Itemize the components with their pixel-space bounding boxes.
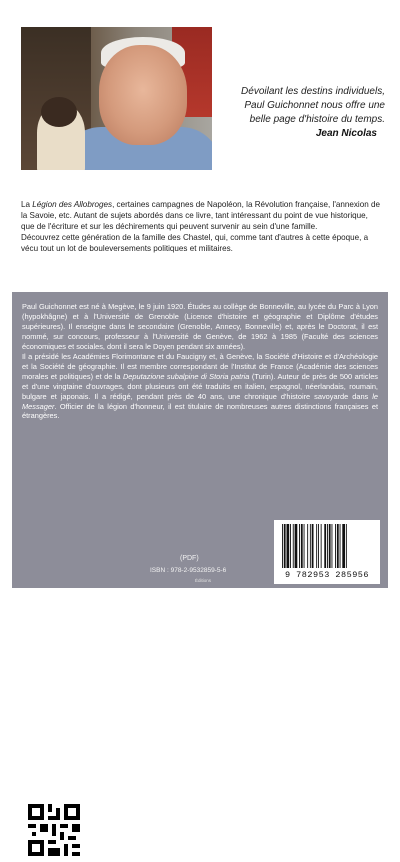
barcode-bar xyxy=(307,524,308,568)
text-span: (Turin). Auteur de près de 500 articles et d'une vingtaine d'ouvrages, dont plusieurs ont été traduits en italien, espagnol, néerlandais, roumain, bulgare et japonais. Il a rédigé, pendant près de 40 ans, une chronique d'histoire savoyarde dans xyxy=(22,371,379,401)
barcode-bar xyxy=(318,524,319,568)
barcode-bar xyxy=(290,524,291,568)
barcode-bar xyxy=(316,524,317,568)
barcode-bar xyxy=(299,524,300,568)
quote-author: Jean Nicolas xyxy=(315,128,377,139)
barcode-bar xyxy=(293,524,294,568)
photo-face xyxy=(99,45,187,145)
italic-span: le Messager xyxy=(22,391,378,411)
text-span: La xyxy=(21,200,33,209)
isbn-label: ISBN : 978-2-9532859-5-6 xyxy=(150,567,227,574)
barcode-bar xyxy=(287,524,290,568)
description-paragraph: Découvrez cette génération de la famille des Chastel, qui, comme tant d'autres à cette époque, a vécu tout un lot de bouleversements politiques et militaires. xyxy=(21,232,369,253)
quote-line: Paul Guichonnet nous offre une xyxy=(244,100,385,111)
author-photo xyxy=(21,27,212,170)
barcode-bar xyxy=(324,524,326,568)
website-url: www.fiction-et-cie.com xyxy=(31,857,79,862)
author-bio-text xyxy=(22,302,378,421)
italic-span: Deputazione subalpine di Storia patria xyxy=(122,371,250,381)
format-label: (PDF) xyxy=(180,555,199,562)
barcode-bar xyxy=(332,524,333,568)
barcode-bar xyxy=(312,524,314,568)
barcode-bar xyxy=(340,524,341,568)
barcode-bars xyxy=(280,524,374,570)
bio-paragraph: Paul Guichonnet est né à Megève, le 9 juin 1920. Études au collège de Bonneville, au lycée du Parc à Lyon (hypokhâgne) et à l'Université de Grenoble (Licence d'histoire et géographie et Diplôme d'études supérieures). Il enseigne dans le secondaire (Grenoble, Annecy, Bonneville) et, après le Doctorat, il est nommé, sur concours, professeur à l'Université de Genève, de 1962 à 1985 (Faculté des sciences économiques et sociales, dont il sera le Doyen pendant six années). xyxy=(22,302,378,351)
isbn-barcode xyxy=(274,520,380,584)
barcode-bar xyxy=(329,524,331,568)
barcode-number: 9 782953 285956 xyxy=(284,570,369,580)
text-span: , certaines campagnes de Napoléon, la Révolution française, l'annexion de la Savoie, etc. Autant de sujets abordés dans ce livre, tant intéressant du point de vue historique, que de l'écriture et sur les déchirements qui peuvent survenir au sein d'une famille. xyxy=(21,200,380,231)
barcode-bar xyxy=(304,524,305,568)
barcode-bar xyxy=(310,524,311,568)
quote-line: Dévoilant les destins individuels, xyxy=(241,86,385,97)
book-description xyxy=(21,200,383,255)
back-cover-quote xyxy=(215,85,385,127)
barcode-bar xyxy=(337,524,339,568)
barcode-bar xyxy=(282,524,283,568)
barcode-bar xyxy=(327,524,328,568)
barcode-bar xyxy=(301,524,303,568)
quote-line: belle page d'histoire du temps. xyxy=(249,114,385,125)
bio-paragraph xyxy=(22,352,378,422)
barcode-bar xyxy=(342,524,345,568)
barcode-bar xyxy=(284,524,286,568)
barcode-bar xyxy=(346,524,347,568)
publisher-logo: Éditions xyxy=(195,578,212,583)
text-span: Il a présidé les Académies Florimontane et du Faucigny et, à Genève, la Société d'Histoire et d'Archéologie et la Société de géographie. Il est membre correspondant de l'Institut de France (Académie des sciences morales et politiques) et de la xyxy=(22,351,378,381)
description-paragraph xyxy=(21,200,383,233)
photo-cat-head xyxy=(41,97,77,127)
book-title-italic: Légion des Allobroges xyxy=(32,200,113,209)
barcode-bar xyxy=(335,524,336,568)
qr-code xyxy=(26,802,82,858)
barcode-bar xyxy=(295,524,298,568)
barcode-bar xyxy=(321,524,322,568)
text-span: . Officier de la légion d'honneur, il est titulaire de nombreuses autres distinctions françaises et étrangères. xyxy=(22,401,378,421)
